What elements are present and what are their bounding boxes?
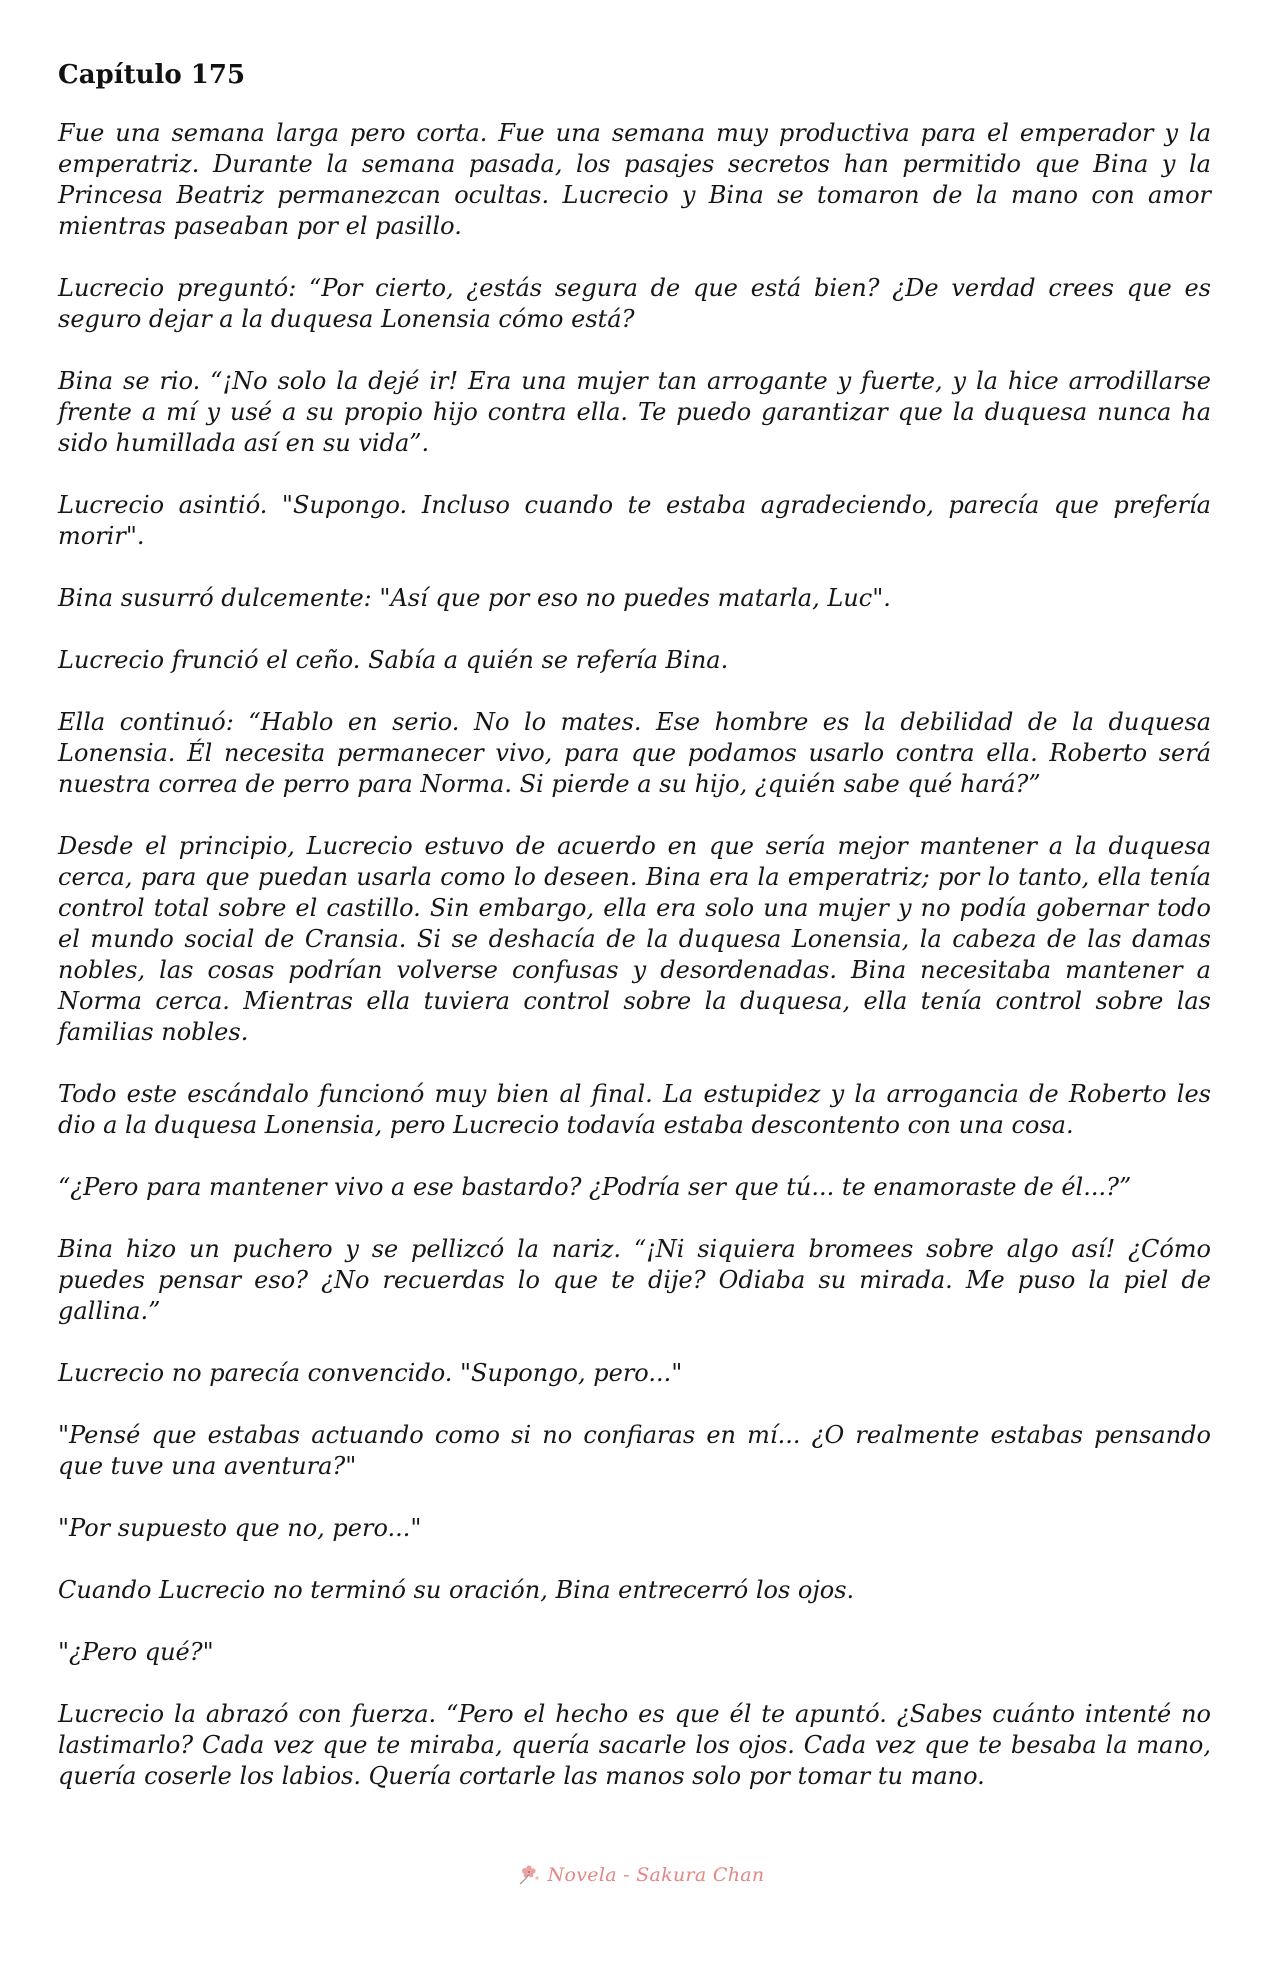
watermark xyxy=(516,1863,765,1887)
chapter-title: Capítulo 175 xyxy=(58,60,246,90)
paragraph: "¿Pero qué?" xyxy=(58,1638,214,1666)
paragraph: Lucrecio asintió. "Supongo. Incluso cuando te estaba agradeciendo, parecía que prefería morir". xyxy=(58,491,1211,550)
paragraph: “¿Pero para mantener vivo a ese bastardo? ¿Podría ser que tú... te enamoraste de él...?” xyxy=(58,1173,1132,1201)
page-footer xyxy=(0,1857,1280,1893)
paragraph: Fue una semana larga pero corta. Fue una semana muy productiva para el emperador y la emperatriz. Durante la semana pasada, los pasajes secretos han permitido que Bina y la Princesa Beatriz permanezcan ocultas. Lucrecio y Bina se tomaron de la mano con amor mientras paseaban por el pasillo. xyxy=(58,119,1211,240)
paragraph: Cuando Lucrecio no terminó su oración, Bina entrecerró los ojos. xyxy=(58,1576,855,1604)
paragraph: Todo este escándalo funcionó muy bien al final. La estupidez y la arrogancia de Roberto les dio a la duquesa Lonensia, pero Lucrecio todavía estaba descontento con una cosa. xyxy=(58,1080,1211,1139)
paragraph: Bina susurró dulcemente: "Así que por eso no puedes matarla, Luc". xyxy=(58,584,891,612)
paragraph: Lucrecio la abrazó con fuerza. “Pero el hecho es que él te apuntó. ¿Sabes cuánto intenté no lastimarlo? Cada vez que te miraba, quería sacarle los ojos. Cada vez que te besaba la mano, quería coserle los labios. Quería cortarle las manos solo por tomar tu mano. xyxy=(58,1700,1211,1790)
paragraph: Lucrecio preguntó: “Por cierto, ¿estás segura de que está bien? ¿De verdad crees que es seguro dejar a la duquesa Lonensia cómo está? xyxy=(58,274,1211,333)
cherry-blossom-icon xyxy=(516,1863,542,1887)
paragraph: Desde el principio, Lucrecio estuvo de acuerdo en que sería mejor mantener a la duquesa cerca, para que puedan usarla como lo deseen. Bina era la emperatriz; por lo tanto, ella tenía control total sobre el castillo. Sin embargo, ella era solo una mujer y no podía gobernar todo el mundo social de Cransia. Si se deshacía de la duquesa Lonensia, la cabeza de las damas nobles, las cosas podrían volverse confusas y desordenadas. Bina necesitaba mantener a Norma cerca. Mientras ella tuviera control sobre la duquesa, ella tenía control sobre las familias nobles. xyxy=(58,832,1211,1046)
paragraph: Lucrecio frunció el ceño. Sabía a quién se refería Bina. xyxy=(58,646,729,674)
paragraph: Bina hizo un puchero y se pellizcó la nariz. “¡Ni siquiera bromees sobre algo así! ¿Cómo puedes pensar eso? ¿No recuerdas lo que te dije? Odiaba su mirada. Me puso la piel de gallina.” xyxy=(58,1235,1211,1325)
paragraph: "Pensé que estabas actuando como si no confiaras en mí... ¿O realmente estabas pensando que tuve una aventura?" xyxy=(58,1421,1211,1480)
paragraph: Ella continuó: “Hablo en serio. No lo mates. Ese hombre es la debilidad de la duquesa Lonensia. Él necesita permanecer vivo, para que podamos usarlo contra ella. Roberto será nuestra correa de perro para Norma. Si pierde a su hijo, ¿quién sabe qué hará?” xyxy=(58,708,1211,798)
paragraph: Lucrecio no parecía convencido. "Supongo, pero..." xyxy=(58,1359,683,1387)
watermark-text: Novela - Sakura Chan xyxy=(547,1864,765,1886)
paragraph: "Por supuesto que no, pero..." xyxy=(58,1514,422,1542)
document-body xyxy=(58,58,1211,1823)
paragraph: Bina se rio. “¡No solo la dejé ir! Era una mujer tan arrogante y fuerte, y la hice arrodillarse frente a mí y usé a su propio hijo contra ella. Te puedo garantizar que la duquesa nunca ha sido humillada así en su vida”. xyxy=(58,367,1211,457)
